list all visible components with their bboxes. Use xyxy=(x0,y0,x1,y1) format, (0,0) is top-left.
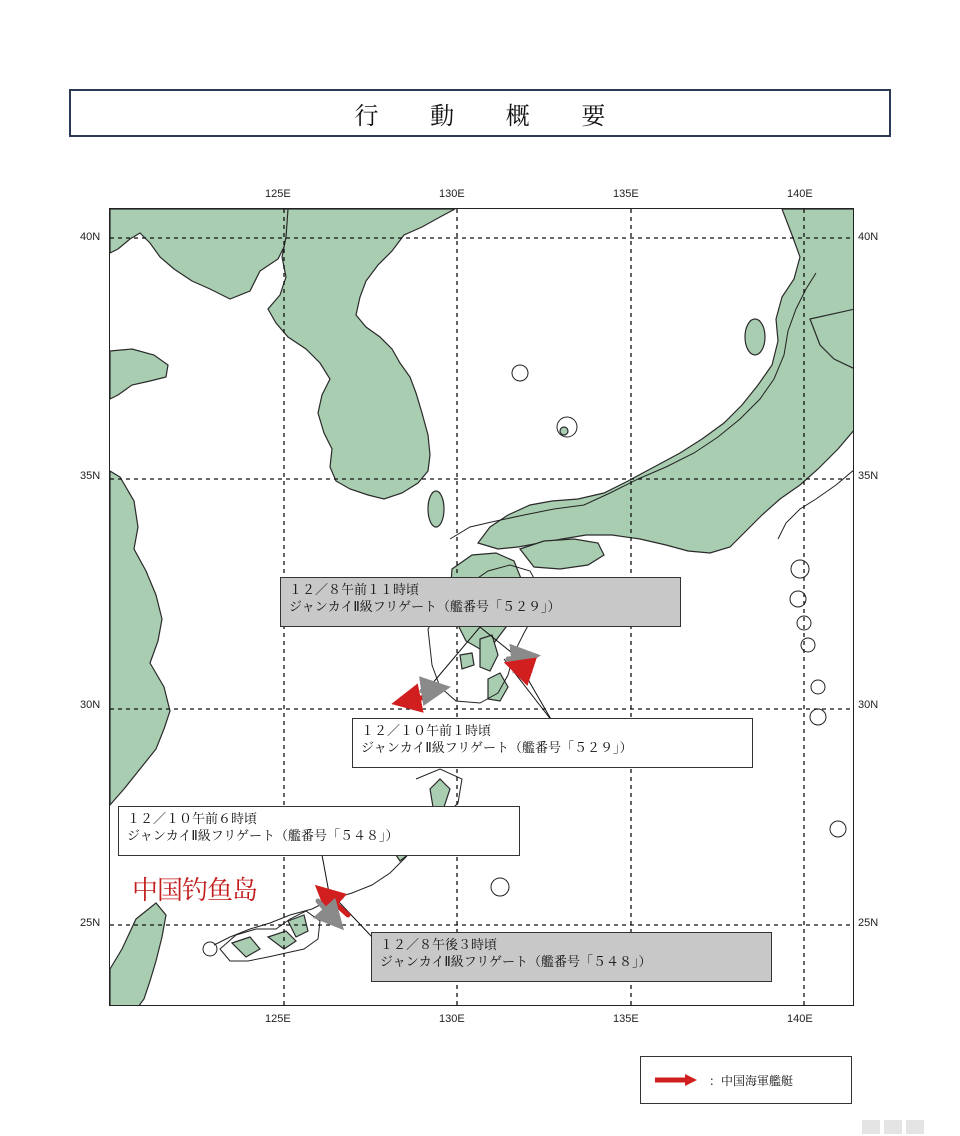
land-china-coast xyxy=(110,471,170,805)
callout-548-dec10 xyxy=(118,806,520,856)
callout-529-dec10-line2: ジャンカイⅡ級フリゲート（艦番号「５２９」） xyxy=(361,741,633,756)
leader-529-b-2 xyxy=(522,669,552,721)
lat-label-40-left: 40N xyxy=(80,231,101,243)
contour-islet-10 xyxy=(491,878,509,896)
arrow-red-529-west xyxy=(406,697,426,701)
lat-label-30-left: 30N xyxy=(80,699,101,711)
leader-548-b xyxy=(338,901,372,937)
callout-529-dec10 xyxy=(352,718,753,768)
arrow-gray-529-east xyxy=(422,689,436,691)
lat-label-35-left: 35N xyxy=(80,470,101,482)
callout-529-dec8-line1: １２／８午前１１時頃 xyxy=(289,583,420,598)
lon-label-130-bottom: 130E xyxy=(439,1013,465,1025)
land-taiwan xyxy=(110,903,166,1006)
contour-islet-6 xyxy=(801,638,815,652)
legend-label: ：中国海軍艦艇 xyxy=(709,1073,794,1088)
lon-label-125-bottom: 125E xyxy=(265,1013,291,1025)
watermark-mark xyxy=(860,1118,948,1136)
lat-label-30-right: 30N xyxy=(858,699,879,711)
arrow-red-529-west-2 xyxy=(518,667,530,671)
callout-548-dec8-line2: ジャンカイⅡ級フリゲート（艦番号「５４８」） xyxy=(380,955,652,970)
land-korea xyxy=(268,209,455,499)
island-okinoshima xyxy=(560,427,568,435)
lon-label-125-top: 125E xyxy=(265,188,291,200)
island-sado xyxy=(745,319,765,355)
contour-3 xyxy=(214,769,462,945)
legend xyxy=(640,1056,852,1104)
contour-islet-11 xyxy=(203,942,217,956)
callout-529-dec8-line2: ジャンカイⅡ級フリゲート（艦番号「５２９」） xyxy=(289,600,561,615)
callout-548-dec10-line2: ジャンカイⅡ級フリゲート（艦番号「５４８」） xyxy=(127,829,399,844)
island-yakushima xyxy=(460,653,474,669)
contour-islet-7 xyxy=(811,680,825,694)
lon-label-135-bottom: 135E xyxy=(613,1013,639,1025)
land-manchuria xyxy=(110,209,295,299)
arrow-gray-529-east-2 xyxy=(508,657,526,659)
land-shandong xyxy=(110,349,168,399)
land-honshu xyxy=(478,209,854,553)
diaoyu-annotation: 中国钓鱼岛 xyxy=(132,876,258,906)
callout-548-dec8-line1: １２／８午後３時頃 xyxy=(380,938,498,953)
contour-islet-3 xyxy=(791,560,809,578)
lon-label-140-bottom: 140E xyxy=(787,1013,813,1025)
callout-548-dec10-line1: １２／１０午前６時頃 xyxy=(127,812,258,827)
contour-islet-8 xyxy=(810,709,826,725)
callout-529-dec10-line1: １２／１０午前１時頃 xyxy=(361,724,492,739)
arrow-gray-548-se xyxy=(318,901,334,919)
contour-islet-9 xyxy=(830,821,846,837)
lat-label-25-left: 25N xyxy=(80,917,101,929)
lat-label-25-right: 25N xyxy=(858,917,879,929)
lat-label-40-right: 40N xyxy=(858,231,879,243)
lon-label-135-top: 135E xyxy=(613,188,639,200)
page-title: 行 動 概 要 xyxy=(354,101,628,130)
lon-label-130-top: 130E xyxy=(439,188,465,200)
island-miyako xyxy=(268,931,296,949)
lon-label-140-top: 140E xyxy=(787,188,813,200)
callout-548-dec8 xyxy=(371,932,772,982)
lat-label-35-right: 35N xyxy=(858,470,879,482)
legend-red-arrow-icon xyxy=(653,1073,699,1087)
island-tsushima xyxy=(428,491,444,527)
callout-529-dec8 xyxy=(280,577,681,627)
island-ishigaki xyxy=(232,937,260,957)
title-box xyxy=(69,89,891,137)
contour-islet-1 xyxy=(512,365,528,381)
